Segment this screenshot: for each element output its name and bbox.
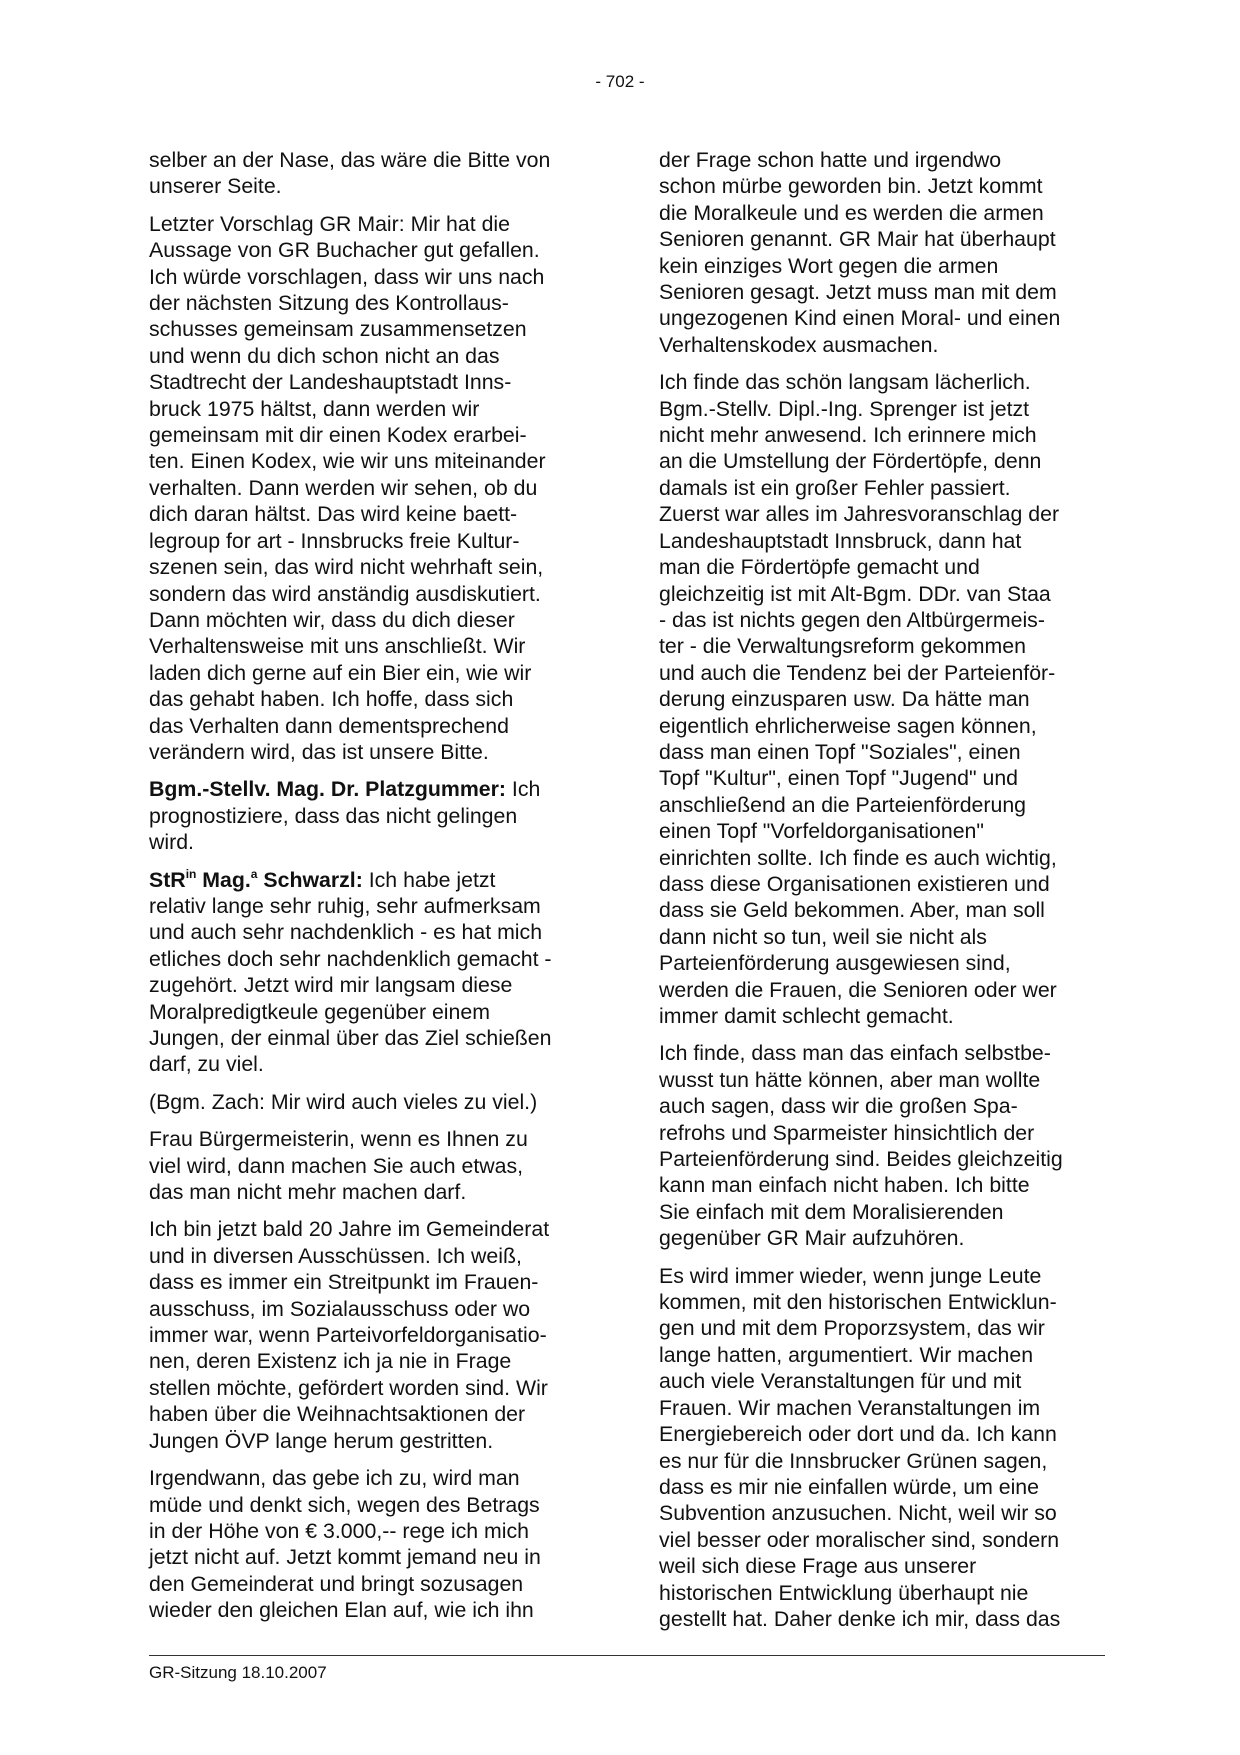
speaker-title: StR xyxy=(149,867,186,892)
superscript: in xyxy=(185,866,197,881)
text-line: Stadtrecht der Landeshauptstadt Inns- xyxy=(149,370,512,395)
text-line: verhalten. Dann werden wir sehen, ob du xyxy=(149,475,538,500)
text-line: jetzt nicht auf. Jetzt kommt jemand neu in xyxy=(149,1545,541,1570)
paragraph xyxy=(149,1216,591,1454)
text-line: an die Umstellung der Fördertöpfe, denn xyxy=(659,449,1042,474)
text-line: weil sich diese Frage aus unserer xyxy=(659,1554,977,1579)
footer-divider xyxy=(149,1655,1105,1656)
text-line: auch sagen, dass wir die großen Spa- xyxy=(659,1094,1018,1119)
text-line: anschließend an die Parteienförderung xyxy=(659,792,1027,817)
paragraph xyxy=(659,1263,1105,1633)
text-line: Letzter Vorschlag GR Mair: Mir hat die xyxy=(149,211,510,236)
speaker-name xyxy=(149,868,363,892)
text-line: in der Höhe von € 3.000,-- rege ich mich xyxy=(149,1518,529,1543)
speaker-name: Bgm.-Stellv. Mag. Dr. Platzgummer: xyxy=(149,777,506,802)
text-line: wieder den gleichen Elan auf, wie ich ihn xyxy=(149,1598,534,1623)
text-line: Topf "Kultur", einen Topf "Jugend" und xyxy=(659,766,1019,791)
right-column xyxy=(659,147,1105,1643)
text-line: Zuerst war alles im Jahresvoranschlag der xyxy=(659,502,1060,527)
text-line: Ich bin jetzt bald 20 Jahre im Gemeinderat xyxy=(149,1217,550,1242)
left-column xyxy=(149,147,591,1635)
text-line: Es wird immer wieder, wenn junge Leute xyxy=(659,1263,1042,1288)
text-line: nicht mehr anwesend. Ich erinnere mich xyxy=(659,423,1037,448)
text-line: zugehört. Jetzt wird mir langsam diese xyxy=(149,973,513,998)
text-line: dass es immer ein Streitpunkt im Frauen- xyxy=(149,1270,539,1295)
superscript: a xyxy=(250,866,258,881)
text-line xyxy=(149,776,591,802)
text-line: gestellt hat. Daher denke ich mir, dass das xyxy=(659,1606,1061,1631)
text-line: legroup for art - Innsbrucks freie Kultur- xyxy=(149,528,520,553)
text-line: Frauen. Wir machen Veranstaltungen im xyxy=(659,1395,1041,1420)
text-line: kommen, mit den historischen Entwicklun- xyxy=(659,1290,1057,1315)
paragraph xyxy=(149,867,591,1078)
text-line: den Gemeinderat und bringt sozusagen xyxy=(149,1571,524,1596)
text-line: gemeinsam mit dir einen Kodex erarbei- xyxy=(149,423,527,448)
text-line: und wenn du dich schon nicht an das xyxy=(149,343,500,368)
text-line: Parteienförderung sind. Beides gleichzeitig xyxy=(659,1147,1063,1172)
text-line: Irgendwann, das gebe ich zu, wird man xyxy=(149,1466,520,1491)
text-line: bruck 1975 hältst, dann werden wir xyxy=(149,396,480,421)
text-line: das man nicht mehr machen darf. xyxy=(149,1180,467,1205)
text-fragment: Ich xyxy=(505,777,541,802)
footer-text: GR-Sitzung 18.10.2007 xyxy=(149,1663,327,1682)
text-line: der Frage schon hatte und irgendwo xyxy=(659,148,1002,172)
text-line: das gehabt haben. Ich hoffe, dass sich xyxy=(149,687,514,712)
text-line: Senioren gesagt. Jetzt muss man mit dem xyxy=(659,280,1057,305)
text-line: die Moralkeule und es werden die armen xyxy=(659,200,1044,225)
text-line: Dann möchten wir, dass du dich dieser xyxy=(149,607,515,632)
text-line: refrohs und Sparmeister hinsichtlich der xyxy=(659,1120,1035,1145)
text-line: man die Fördertöpfe gemacht und xyxy=(659,555,980,580)
text-line: Energiebereich oder dort und da. Ich kann xyxy=(659,1422,1057,1447)
text-line: (Bgm. Zach: Mir wird auch vieles zu viel.) xyxy=(149,1089,538,1114)
speaker-title: Mag. xyxy=(196,867,251,892)
text-line: haben über die Weihnachtsaktionen der xyxy=(149,1402,526,1427)
text-line: dass man einen Topf "Soziales", einen xyxy=(659,739,1021,764)
text-line: laden dich gerne auf ein Bier ein, wie wir xyxy=(149,660,532,685)
text-line: Bgm.-Stellv. Dipl.-Ing. Sprenger ist jetzt xyxy=(659,396,1030,421)
text-line: relativ lange sehr ruhig, sehr aufmerksam xyxy=(149,893,541,918)
text-line: das Verhalten dann dementsprechend xyxy=(149,713,509,738)
text-line: Jungen, der einmal über das Ziel schießen xyxy=(149,1026,552,1050)
text-line: Ich würde vorschlagen, dass wir uns nach xyxy=(149,264,545,289)
text-line: ter - die Verwaltungsreform gekommen xyxy=(659,634,1026,659)
text-line: immer war, wenn Parteivorfeldorganisatio- xyxy=(149,1323,547,1348)
text-line: einrichten sollte. Ich finde es auch wichtig, xyxy=(659,845,1057,870)
text-line: Verhaltenskodex ausmachen. xyxy=(659,332,939,357)
paragraph xyxy=(149,776,591,855)
text-line: Ich finde das schön langsam lächerlich. xyxy=(659,370,1031,395)
paragraph xyxy=(659,147,1105,358)
text-line: schusses gemeinsam zusammensetzen xyxy=(149,317,527,342)
text-line: immer damit schlecht gemacht. xyxy=(659,1004,954,1028)
paragraph xyxy=(149,1126,591,1205)
text-line: nen, deren Existenz ich ja nie in Frage xyxy=(149,1349,512,1374)
paragraph xyxy=(149,1089,591,1115)
text-line: damals ist ein großer Fehler passiert. xyxy=(659,475,1011,500)
text-line: kann man einfach nicht haben. Ich bitte xyxy=(659,1173,1030,1198)
text-line: historischen Entwicklung überhaupt nie xyxy=(659,1580,1029,1605)
text-line: ten. Einen Kodex, wie wir uns miteinander xyxy=(149,449,546,474)
text-line: gleichzeitig ist mit Alt-Bgm. DDr. van Staa xyxy=(659,581,1051,606)
text-line: kein einziges Wort gegen die armen xyxy=(659,253,999,278)
text-line: müde und denkt sich, wegen des Betrags xyxy=(149,1492,540,1517)
text-line: Parteienförderung ausgewiesen sind, xyxy=(659,951,1011,976)
paragraph xyxy=(149,1465,591,1623)
text-line: schon mürbe geworden bin. Jetzt kommt xyxy=(659,174,1043,199)
paragraph xyxy=(149,211,591,766)
text-line: Aussage von GR Buchacher gut gefallen. xyxy=(149,238,540,263)
text-line: Jungen ÖVP lange herum gestritten. xyxy=(149,1428,494,1453)
text-line: werden die Frauen, die Senioren oder wer xyxy=(659,977,1057,1002)
text-line: unserer Seite. xyxy=(149,174,282,199)
speaker-surname: Schwarzl: xyxy=(257,867,363,892)
text-line: gen und mit dem Proporzsystem, das wir xyxy=(659,1316,1045,1341)
text-line: etliches doch sehr nachdenklich gemacht - xyxy=(149,946,552,971)
text-line: und in diversen Ausschüssen. Ich weiß, xyxy=(149,1243,522,1268)
text-line: Frau Bürgermeisterin, wenn es Ihnen zu xyxy=(149,1127,528,1152)
text-line: auch viele Veranstaltungen für und mit xyxy=(659,1369,1022,1394)
text-line: Landeshauptstadt Innsbruck, dann hat xyxy=(659,528,1022,553)
text-line: viel besser oder moralischer sind, sondern xyxy=(659,1527,1060,1552)
text-line xyxy=(149,867,591,893)
text-line: darf, zu viel. xyxy=(149,1052,264,1077)
text-line: und auch die Tendenz bei der Parteienför- xyxy=(659,660,1056,685)
text-line: und auch sehr nachdenklich - es hat mich xyxy=(149,920,543,945)
paragraph xyxy=(149,147,591,200)
text-line: ungezogenen Kind einen Moral- und einen xyxy=(659,306,1061,331)
text-line: dass diese Organisationen existieren und xyxy=(659,871,1050,896)
text-fragment: Ich habe jetzt xyxy=(362,867,496,892)
text-line: - das ist nichts gegen den Altbürgermeis- xyxy=(659,607,1045,632)
text-line: ausschuss, im Sozialausschuss oder wo xyxy=(149,1296,531,1321)
text-line: verändern wird, das ist unsere Bitte. xyxy=(149,739,489,764)
text-line: Senioren genannt. GR Mair hat überhaupt xyxy=(659,227,1056,252)
text-line: eigentlich ehrlicherweise sagen können, xyxy=(659,713,1037,738)
text-line: szenen sein, das wird nicht wehrhaft sein, xyxy=(149,555,544,580)
text-line: lange hatten, argumentiert. Wir machen xyxy=(659,1342,1034,1367)
text-line: wusst tun hätte können, aber man wollte xyxy=(659,1067,1041,1092)
text-line: wird. xyxy=(149,830,194,855)
text-line: selber an der Nase, das wäre die Bitte von xyxy=(149,148,551,172)
text-line: sondern das wird anständig ausdiskutiert. xyxy=(149,581,541,606)
text-line: prognostiziere, dass das nicht gelingen xyxy=(149,803,518,828)
text-line: Ich finde, dass man das einfach selbstbe- xyxy=(659,1041,1051,1066)
text-line: der nächsten Sitzung des Kontrollaus- xyxy=(149,291,509,316)
text-line: derung einzusparen usw. Da hätte man xyxy=(659,687,1030,712)
text-line: Subvention anzusuchen. Nicht, weil wir so xyxy=(659,1501,1057,1526)
text-line: gegenüber GR Mair aufzuhören. xyxy=(659,1226,965,1251)
text-line: viel wird, dann machen Sie auch etwas, xyxy=(149,1153,524,1178)
text-line: stellen möchte, gefördert worden sind. Wir xyxy=(149,1375,548,1400)
text-line: es nur für die Innsbrucker Grünen sagen, xyxy=(659,1448,1048,1473)
text-line: dann nicht so tun, weil sie nicht als xyxy=(659,924,987,949)
text-line: dich daran hältst. Das wird keine baett- xyxy=(149,502,518,527)
text-line: Verhaltensweise mit uns anschließt. Wir xyxy=(149,634,526,659)
text-line: Sie einfach mit dem Moralisierenden xyxy=(659,1199,1004,1224)
page-number: - 702 - xyxy=(595,72,645,91)
text-line: einen Topf "Vorfeldorganisationen" xyxy=(659,819,984,844)
paragraph xyxy=(659,1040,1105,1251)
text-line: dass es mir nie einfallen würde, um eine xyxy=(659,1474,1039,1499)
paragraph xyxy=(659,369,1105,1029)
text-line: Moralpredigtkeule gegenüber einem xyxy=(149,999,490,1024)
text-line: dass sie Geld bekommen. Aber, man soll xyxy=(659,898,1045,923)
